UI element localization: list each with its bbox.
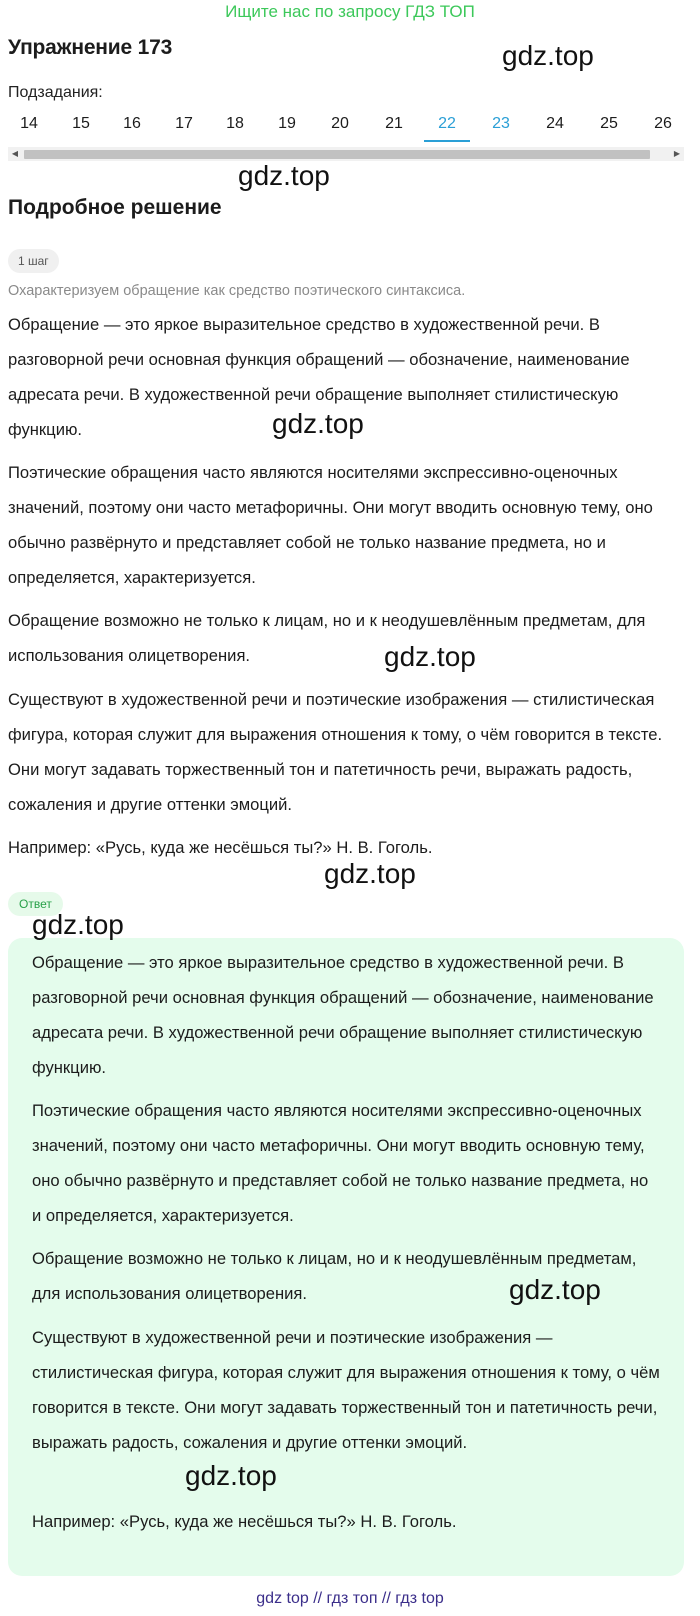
step-description: Охарактеризуем обращение как средство поэтического синтаксиса. (8, 283, 466, 299)
solution-title: Подробное решение (8, 196, 222, 219)
solution-paragraph: Обращение возможно не только к лицам, но и к неодушевлённым предметам, для использования олицетворения. (8, 611, 646, 665)
subtask-tab[interactable]: 25 (600, 115, 618, 132)
subtasks-label: Подзадания: (8, 84, 103, 101)
answer-paragraph: Поэтические обращения часто являются носителями экспрессивно-оценочных значений, поэтому они часто метафоричны. Они могут вводить основную тему, оно обычно развёрнуто и представляет собой не только название предмета, но и определяется, характеризуется. (32, 1101, 649, 1225)
scroll-right-arrow-icon[interactable]: ▶ (673, 149, 681, 158)
watermark: gdz.top (324, 858, 416, 889)
active-tab-underline (424, 140, 470, 142)
subtask-tab[interactable]: 14 (20, 115, 38, 132)
subtasks-nav (0, 114, 700, 144)
exercise-title: Упражнение 173 (8, 36, 173, 59)
solution-paragraph: Поэтические обращения часто являются носителями экспрессивно-оценочных значений, поэтому они часто метафоричны. Они могут вводить основную тему, оно обычно развёрнуто и представляет собой не только название предмета, но и определяется, характеризуется. (8, 463, 653, 587)
subtask-tab[interactable]: 23 (492, 115, 510, 132)
watermark: gdz.top (185, 1460, 277, 1491)
watermark: gdz.top (32, 909, 124, 940)
watermark: gdz.top (509, 1274, 601, 1305)
scroll-left-arrow-icon[interactable]: ◀ (11, 149, 19, 158)
subtask-tab[interactable]: 16 (123, 115, 141, 132)
watermark: gdz.top (238, 160, 330, 191)
answer-paragraph: Например: «Русь, куда же несёшься ты?» Н. В. Гоголь. (32, 1512, 457, 1531)
subtask-tab[interactable]: 19 (278, 115, 296, 132)
solution-paragraph: Например: «Русь, куда же несёшься ты?» Н. В. Гоголь. (8, 838, 433, 857)
watermark: gdz.top (502, 40, 594, 71)
step-badge: 1 шаг (8, 249, 59, 273)
watermark: gdz.top (272, 408, 364, 439)
subtask-tab[interactable]: 17 (175, 115, 193, 132)
horizontal-scrollbar[interactable] (8, 147, 684, 161)
answer-paragraph: Обращение возможно не только к лицам, но и к неодушевлённым предметам, для использования олицетворения. (32, 1249, 637, 1303)
solution-paragraph: Существуют в художественной речи и поэтические изображения — стилистическая фигура, которая служит для выражения отношения к тому, о чём говорится в тексте. Они могут задавать торжественный тон и патетичность речи, выражать радость, сожаления и другие оттенки эмоций. (8, 690, 663, 814)
subtask-tab[interactable]: 15 (72, 115, 90, 132)
answer-paragraph: Обращение — это яркое выразительное средство в художественной речи. В разговорной речи основная функция обращений — обозначение, наименование адресата речи. В художественной речи обращение выполняет стилистическую функцию. (32, 953, 654, 1077)
subtask-tab[interactable]: 26 (654, 115, 672, 132)
subtask-tab[interactable]: 24 (546, 115, 564, 132)
subtask-tab[interactable]: 21 (385, 115, 403, 132)
subtask-tab[interactable]: 18 (226, 115, 244, 132)
solution-paragraph: Обращение — это яркое выразительное средство в художественной речи. В разговорной речи основная функция обращений — обозначение, наименование адресата речи. В художественной речи обращение выполняет стилистическую функцию. (8, 315, 630, 439)
top-banner: Ищите нас по запросу ГДЗ ТОП (225, 2, 475, 21)
footer-links[interactable]: gdz top // гдз топ // гдз top (256, 1590, 444, 1607)
subtask-tab[interactable]: 20 (331, 115, 349, 132)
answer-badge: Ответ (8, 892, 63, 916)
scrollbar-thumb[interactable] (24, 150, 650, 159)
watermark: gdz.top (384, 641, 476, 672)
subtask-tab-active[interactable]: 22 (438, 115, 456, 132)
answer-paragraph: Существуют в художественной речи и поэтические изображения — стилистическая фигура, которая служит для выражения отношения к тому, о чём говорится в тексте. Они могут задавать торжественный тон и патетичность речи, выражать радость, сожаления и другие оттенки эмоций. (32, 1328, 660, 1452)
